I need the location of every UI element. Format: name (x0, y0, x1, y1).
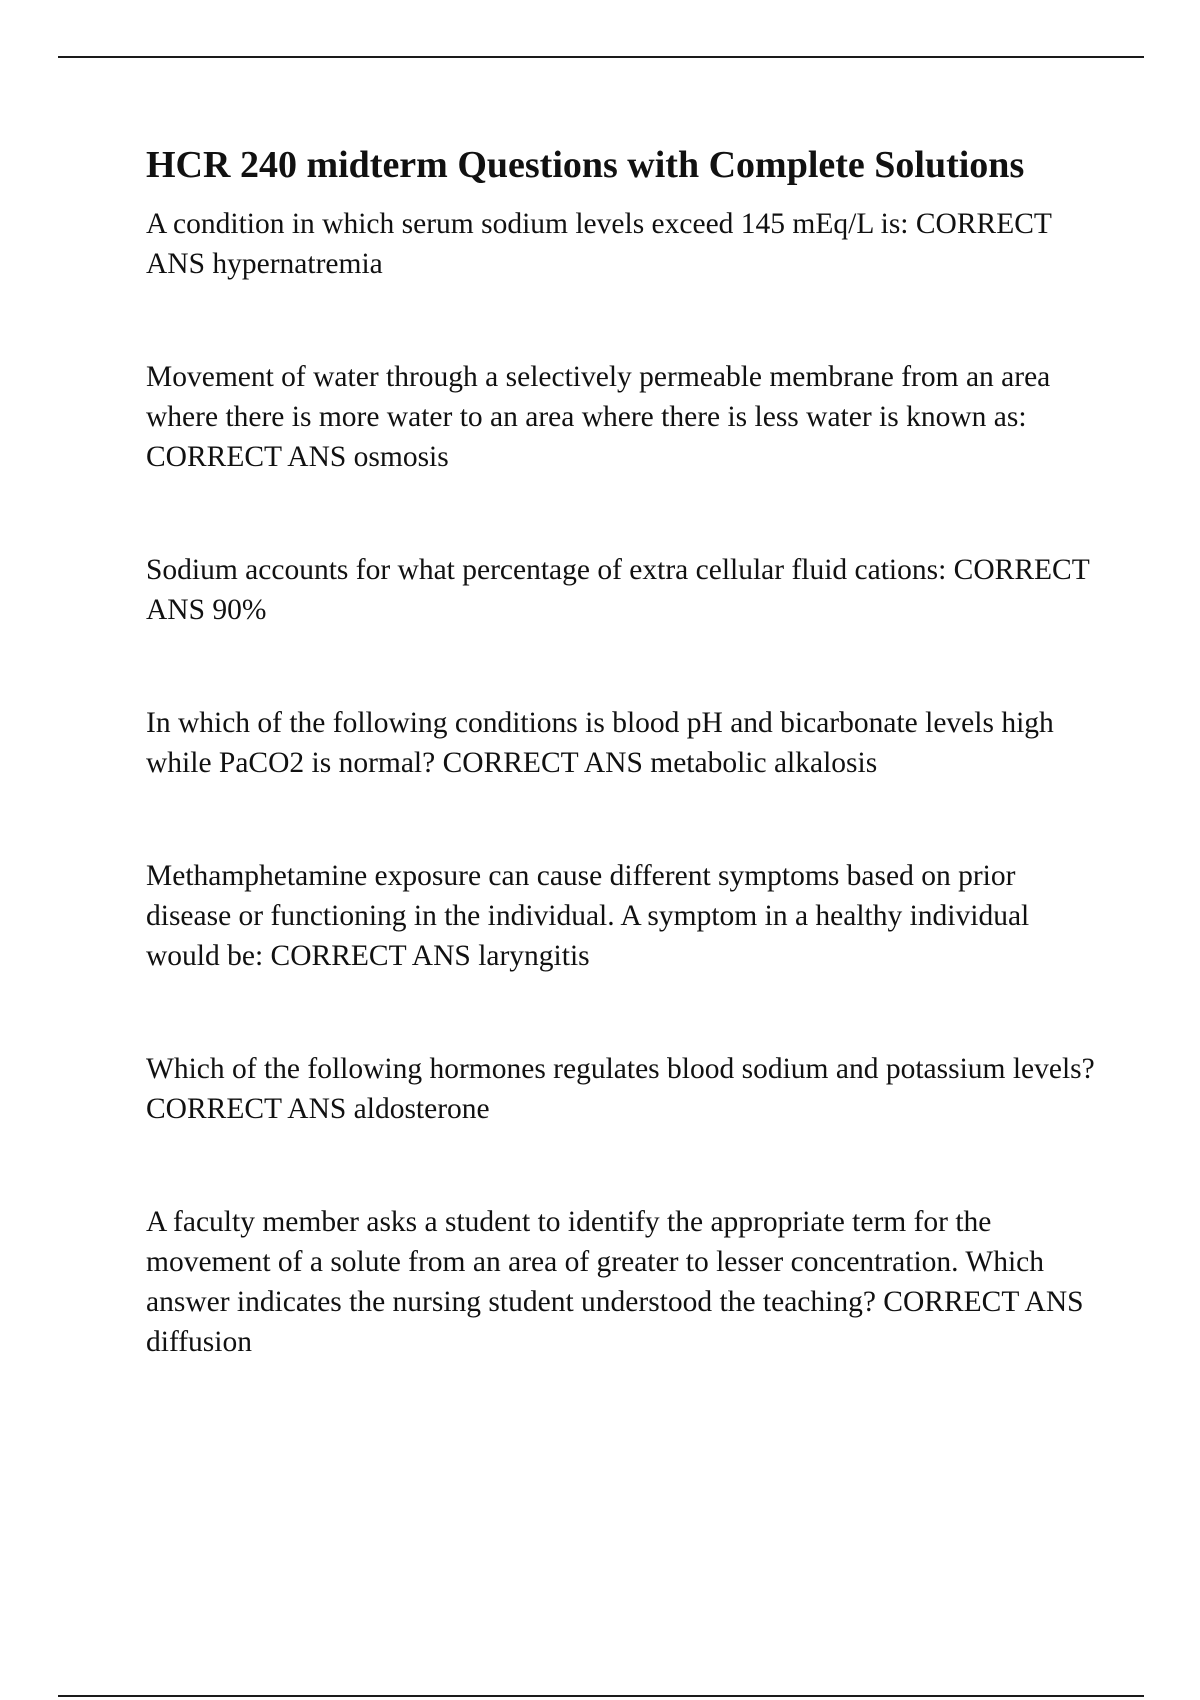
question-item: Methamphetamine exposure can cause different symptoms based on prior disease or functioning in the individual. A symptom in a healthy individual would be: CORRECT ANS laryngitis (146, 860, 1030, 972)
bottom-rule (58, 1695, 1144, 1697)
question-item: A faculty member asks a student to identify the appropriate term for the movement of a solute from an area of greater to lesser concentration. Which answer indicates the nursing student understood the teaching? CORRECT ANS diffusion (146, 1206, 1084, 1358)
question-item: A condition in which serum sodium levels exceed 145 mEq/L is: CORRECT ANS hypernatremia (146, 208, 1052, 280)
question-item: In which of the following conditions is blood pH and bicarbonate levels high while PaCO2 is normal? CORRECT ANS metabolic alkalosis (146, 707, 1054, 779)
question-list (146, 204, 1106, 1362)
question-item: Which of the following hormones regulates blood sodium and potassium levels? CORRECT ANS aldosterone (146, 1053, 1095, 1125)
question-item: Sodium accounts for what percentage of extra cellular fluid cations: CORRECT ANS 90% (146, 554, 1090, 626)
question-item: Movement of water through a selectively permeable membrane from an area where there is more water to an area where there is less water is known as: CORRECT ANS osmosis (146, 361, 1051, 473)
document-title: HCR 240 midterm Questions with Complete Solutions (146, 144, 1025, 186)
top-rule (58, 56, 1144, 58)
document-body (146, 142, 1106, 1435)
